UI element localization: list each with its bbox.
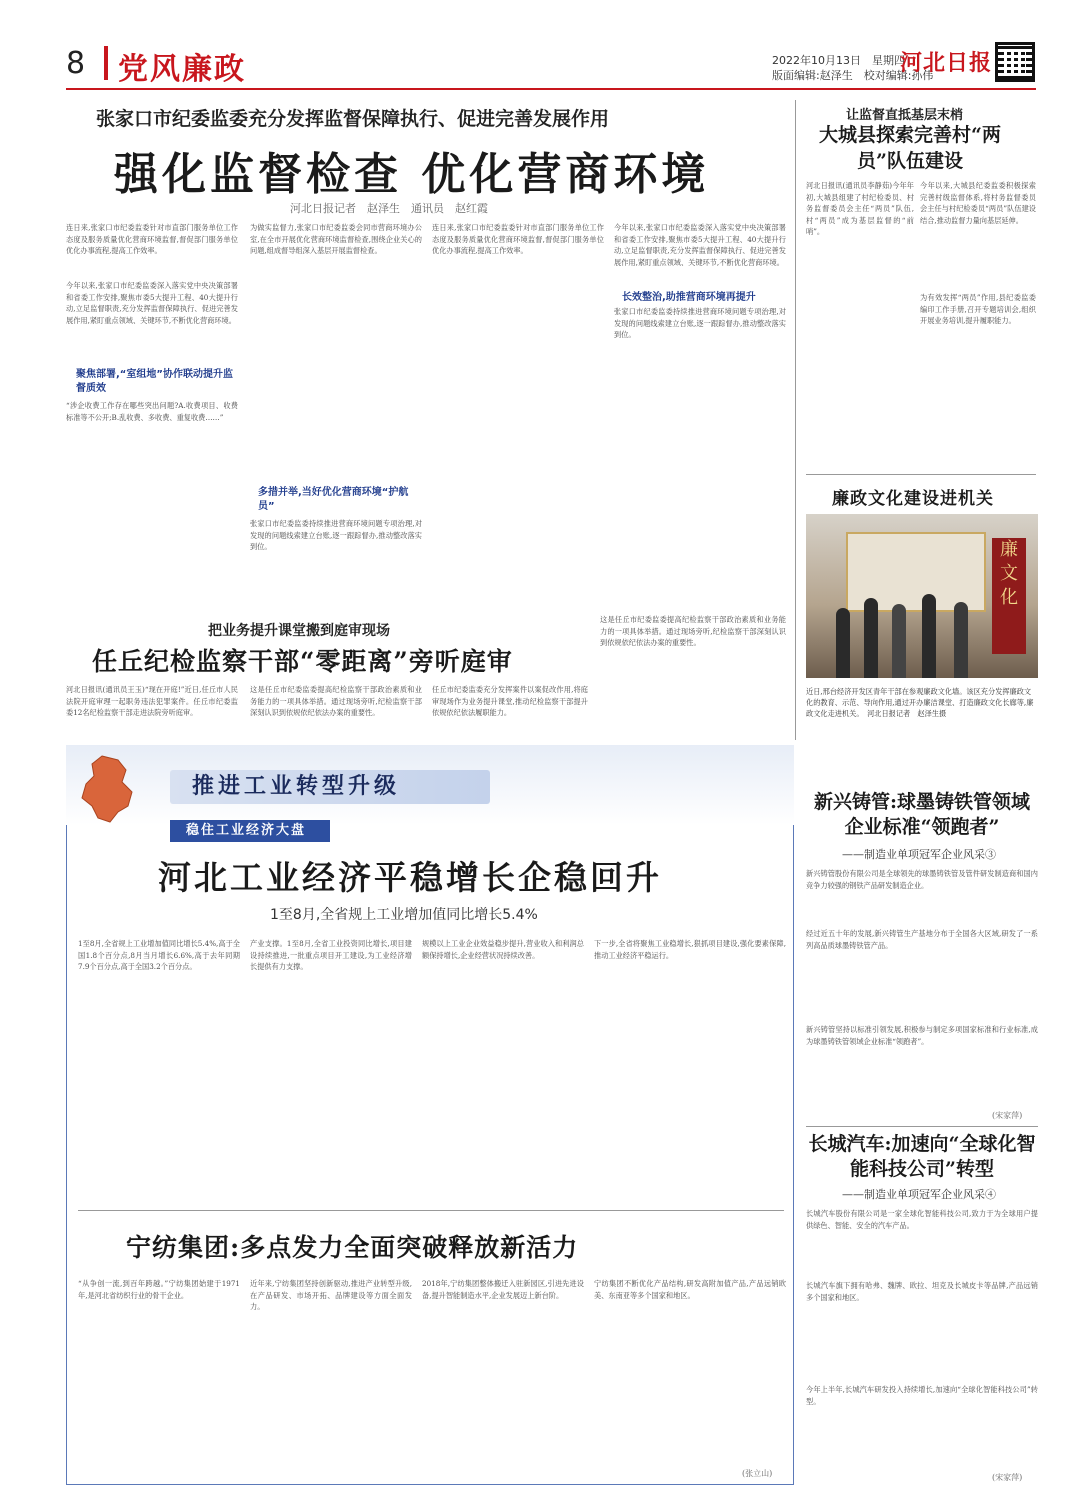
lead-paragraph-5: 张家口市纪委监委持续推进营商环境问题专项治理,对发现的问题线索建立台账,逐一跟踪督办,推动整改落实到位。: [250, 519, 422, 551]
industry-subheadline: 1至8月,全省规上工业增加值同比增长5.4%: [270, 907, 538, 923]
lead-subhead-3: 长效整治,助推营商环境再提升: [622, 292, 756, 303]
sidebar-paragraph-1: 河北日报讯(通讯员李静茹)今年年初,大城县组建了村纪检委员、村务监督委员会主任“两员”队伍,村“两员”成为基层监督的“前哨”。: [806, 181, 914, 236]
industry-banner-text: 推进工业转型升级: [192, 774, 401, 799]
ningfang-headline: 宁纺集团:多点发力全面突破释放新活力: [126, 1233, 579, 1262]
industry-banner: [170, 770, 490, 804]
changcheng-subheadline: ——制造业单项冠军企业风采④: [842, 1188, 996, 1201]
court-kicker: 把业务提升课堂搬到庭审现场: [208, 623, 390, 639]
visitor-figure: [922, 594, 936, 678]
lead-headline: 强化监督检查 优化营商环境: [114, 149, 710, 200]
editor-credits: 版面编辑:赵泽生 校对编辑:孙伟: [772, 69, 934, 82]
culture-banner: 廉文化: [992, 538, 1026, 654]
hebei-map-icon: [74, 752, 144, 826]
xinxing-headline: 新兴铸管:球墨铸铁管领域企业标准“领跑者”: [813, 791, 1030, 838]
ningfang-paragraph-1: “从争创一流,到百年跨越。”宁纺集团始建于1971年,是河北省纺织行业的骨干企业。: [78, 1279, 240, 1300]
culture-headline: 廉政文化建设进机关: [832, 489, 994, 509]
column-rule: [795, 100, 796, 740]
issue-date: 2022年10月13日 星期四: [772, 54, 905, 67]
section-title: 党风廉政: [118, 52, 246, 87]
qr-code-icon: [995, 42, 1035, 82]
sidebar-rule: [806, 474, 1036, 475]
lead-paragraph-2: 今年以来,张家口市纪委监委深入落实党中央决策部署和省委工作安排,聚焦市委5大提升工程、40大提升行动,立足监督职责,充分发挥监督保障执行、促进完善发展作用,紧盯重点领域、关键环节,不断优化营商环境。: [66, 281, 238, 325]
visitor-figure: [954, 602, 968, 678]
lead-paragraph-7: 今年以来,张家口市纪委监委深入落实党中央决策部署和省委工作安排,聚焦市委5大提升工程、40大提升行动,立足监督职责,充分发挥监督保障执行、促进完善发展作用,紧盯重点领域、关键环节,不断优化营商环境。: [614, 223, 786, 267]
industry-paragraph-1: 1至8月,全省规上工业增加值同比增长5.4%,高于全国1.8个百分点,8月当月增长6.6%,高于去年同期7.9个百分点,高于全国3.2个百分点。: [78, 939, 240, 971]
sidebar-paragraph-3: 为有效发挥“两员”作用,县纪委监委编印工作手册,召开专题培训会,组织开展业务培训,提升履职能力。: [920, 293, 1036, 325]
industry-paragraph-3: 规模以上工业企业效益稳步提升,营业收入和利润总额保持增长,企业经营状况持续改善。: [422, 939, 584, 960]
changcheng-paragraph-2: 长城汽车旗下拥有哈弗、魏牌、欧拉、坦克及长城皮卡等品牌,产品远销多个国家和地区。: [806, 1281, 1038, 1302]
changcheng-paragraph-3: 今年上半年,长城汽车研发投入持续增长,加速向“全球化智能科技公司”转型。: [806, 1385, 1038, 1406]
page-number: 8: [66, 46, 86, 81]
lead-paragraph-8: 张家口市纪委监委持续推进营商环境问题专项治理,对发现的问题线索建立台账,逐一跟踪督办,推动整改落实到位。: [614, 307, 786, 339]
changcheng-paragraph-1: 长城汽车股份有限公司是一家全球化智能科技公司,致力于为全球用户提供绿色、智能、安全的汽车产品。: [806, 1209, 1038, 1230]
court-paragraph-3: 任丘市纪委监委充分发挥案件以案促改作用,将庭审现场作为业务提升课堂,推动纪检监察干部提升依规依纪依法履职能力。: [432, 685, 588, 717]
culture-photo: [806, 514, 1038, 678]
newspaper-logo: 河北日报: [900, 50, 993, 76]
sidebar-kicker: 让监督直抵基层末梢: [846, 108, 964, 123]
profile-rule: [806, 1126, 1038, 1127]
ningfang-paragraph-3: 2018年,宁纺集团整体搬迁入驻新园区,引进先进设备,提升智能制造水平,企业发展迈上新台阶。: [422, 1279, 584, 1300]
lead-kicker: 张家口市纪委监委充分发挥监督保障执行、促进完善发展作用: [96, 108, 610, 130]
masthead-rule: [66, 88, 1036, 90]
court-paragraph-4: 这是任丘市纪委监委提高纪检监察干部政治素质和业务能力的一项具体举措。通过现场旁听,纪检监察干部深刻认识到依规依纪依法办案的重要性。: [600, 615, 786, 647]
industry-rule: [78, 1210, 784, 1211]
xinxing-paragraph-3: 新兴铸管坚持以标准引领发展,积极参与制定多项国家标准和行业标准,成为球墨铸铁管领域企业标准“领跑者”。: [806, 1025, 1038, 1046]
industry-tag-text: 稳住工业经济大盘: [186, 823, 307, 838]
lead-subhead-1: 聚焦部署,“室组地”协作联动提升监督质效: [76, 369, 233, 394]
changcheng-headline: 长城汽车:加速向“全球化智能科技公司”转型: [808, 1133, 1036, 1180]
industry-paragraph-2: 产业支撑。1至8月,全省工业投资同比增长,项目建设持续推进,一批重点项目开工建设,为工业经济增长提供有力支撑。: [250, 939, 412, 971]
lead-paragraph-1: 连日来,张家口市纪委监委针对市直部门服务单位工作态度及服务质量优化营商环境监督,督促部门服务单位优化办事流程,提高工作效率。: [66, 223, 238, 255]
section-divider: [104, 46, 108, 80]
industry-tag: [170, 820, 330, 842]
xinxing-subheadline: ——制造业单项冠军企业风采③: [842, 848, 996, 861]
lead-paragraph-6: 连日来,张家口市纪委监委针对市直部门服务单位工作态度及服务质量优化营商环境监督,督促部门服务单位优化办事流程,提高工作效率。: [432, 223, 604, 255]
ningfang-paragraph-2: 近年来,宁纺集团坚持创新驱动,推进产业转型升级,在产品研发、市场开拓、品牌建设等方面全面发力。: [250, 1279, 412, 1311]
visitor-figure: [836, 608, 850, 678]
changcheng-credit: (宋家萍): [992, 1473, 1023, 1482]
ningfang-paragraph-4: 宁纺集团不断优化产品结构,研发高附加值产品,产品远销欧美、东南亚等多个国家和地区。: [594, 1279, 786, 1300]
industry-headline: 河北工业经济平稳增长企稳回升: [158, 858, 662, 897]
lead-byline: 河北日报记者 赵泽生 通讯员 赵红霞: [290, 202, 488, 215]
court-paragraph-2: 这是任丘市纪委监委提高纪检监察干部政治素质和业务能力的一项具体举措。通过现场旁听,纪检监察干部深刻认识到依规依纪依法办案的重要性。: [250, 685, 422, 717]
sidebar-paragraph-2: 今年以来,大城县纪委监委积极探索完善村级监督体系,将村务监督委员会主任与村纪检委员“两员”队伍建设结合,推动监督力量向基层延伸。: [920, 181, 1036, 225]
court-headline: 任丘纪检监察干部“零距离”旁听庭审: [92, 647, 513, 676]
ningfang-credit: (张立山): [742, 1469, 773, 1478]
culture-photo-caption: 近日,邢台经济开发区青年干部在参观廉政文化墙。该区充分发挥廉政文化的教育、示范、导向作用,通过开办廉洁课堂、打造廉政文化长廊等,廉政文化走进机关。 河北日报记者 赵泽生摄: [806, 687, 1034, 718]
masthead: [0, 0, 1080, 100]
lead-paragraph-3: “涉企收费工作存在哪些突出问题?A.收费项目、收费标准等不公开;B.乱收费、多收费、重复收费……”: [66, 401, 238, 422]
xinxing-paragraph-1: 新兴铸管股份有限公司是全球领先的球墨铸铁管及管件研发制造商和国内竞争力较强的钢铁产品研发制造企业。: [806, 869, 1038, 890]
industry-paragraph-4: 下一步,全省将聚焦工业稳增长,狠抓项目建设,强化要素保障,推动工业经济平稳运行。: [594, 939, 786, 960]
visitor-figure: [864, 598, 878, 678]
xinxing-credit: (宋家萍): [992, 1111, 1023, 1120]
sidebar-headline: 大城县探索完善村“两员”队伍建设: [819, 124, 1001, 172]
visitor-figure: [892, 604, 906, 678]
xinxing-paragraph-2: 经过近五十年的发展,新兴铸管生产基地分布于全国各大区域,研发了一系列高品质球墨铸铁管产品。: [806, 929, 1038, 950]
lead-paragraph-4: 为做实监督力,张家口市纪委监委会同市营商环境办公室,在全市开展优化营商环境监督检查,围绕企业关心的问题,组成督导组深入基层开展监督检查。: [250, 223, 422, 255]
court-paragraph-1: 河北日报讯(通讯员王玉)“现在开庭!”近日,任丘市人民法院开庭审理一起职务违法犯罪案件。任丘市纪委监委12名纪检监察干部走进法院旁听庭审。: [66, 685, 238, 717]
lead-subhead-2: 多措并举,当好优化营商环境“护航员”: [258, 487, 409, 512]
